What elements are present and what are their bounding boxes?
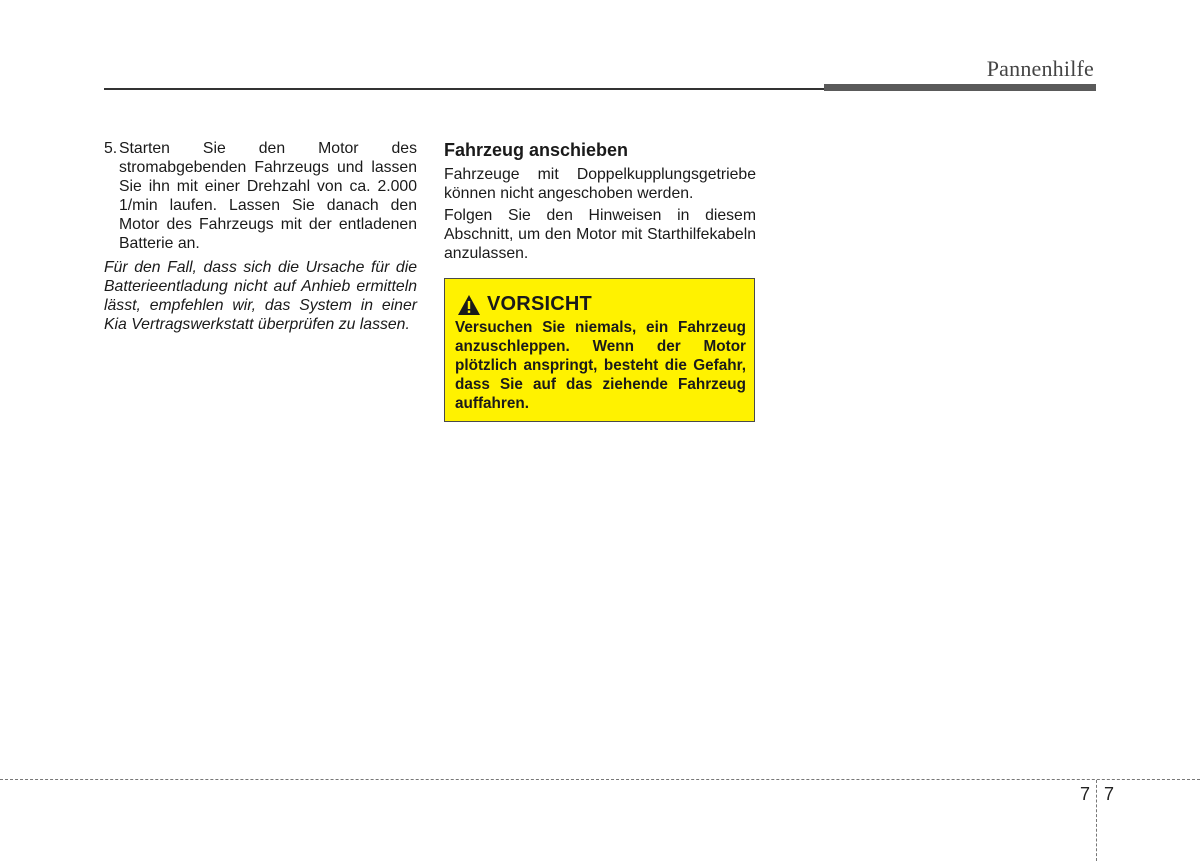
warning-triangle-icon bbox=[457, 294, 481, 316]
section-title: Pannenhilfe bbox=[986, 56, 1094, 81]
chapter-number: 7 bbox=[1080, 784, 1091, 804]
italic-note: Für den Fall, dass sich die Ursache für die Batterieentladung nicht auf Anhieb ermitteln lässt, empfehlen wir, das System in einer Kia Vertragswerkstatt überprüfen zu lassen. bbox=[104, 259, 417, 333]
caution-text: Versuchen Sie niemals, ein Fahrzeug anzuschleppen. Wenn der Motor plötzlich anspringt, besteht die Gefahr, dass Sie auf das ziehende Fahrzeug auffahren. bbox=[455, 319, 746, 412]
step-item bbox=[104, 139, 417, 253]
section-heading: Fahrzeug anschieben bbox=[444, 140, 629, 160]
step-number: 5. bbox=[104, 140, 118, 157]
paragraph-2: Folgen Sie den Hinweisen in diesem Abschnitt, um den Motor mit Starthilfekabeln anzulassen. bbox=[444, 207, 756, 262]
paragraph-1: Fahrzeuge mit Doppelkupplungsgetriebe können nicht angeschoben werden. bbox=[444, 166, 756, 202]
right-column bbox=[444, 139, 756, 266]
header-rule-accent bbox=[824, 84, 1096, 91]
footer-divider bbox=[1096, 780, 1097, 861]
step-text: Starten Sie den Motor des stromabgebenden Fahrzeugs und lassen Sie ihn mit einer Drehzahl von ca. 2.000 1/min laufen. Lassen Sie danach den Motor des Fahrzeugs mit der entladenen Batterie an. bbox=[119, 140, 417, 252]
left-column bbox=[104, 139, 417, 334]
caution-header bbox=[457, 293, 592, 316]
caution-title: VORSICHT bbox=[487, 293, 592, 315]
header-rule bbox=[104, 88, 824, 90]
caution-box bbox=[444, 278, 755, 422]
page-number: 7 bbox=[1104, 784, 1115, 804]
footer-rule bbox=[0, 779, 1200, 780]
